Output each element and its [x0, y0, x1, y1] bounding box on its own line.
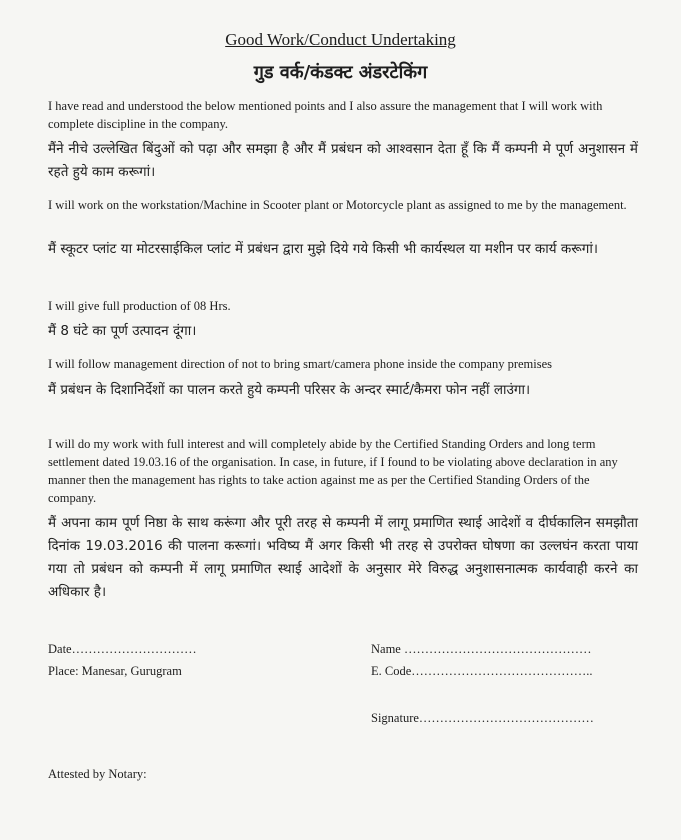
point-3-english: I will give full production of 08 Hrs. [48, 299, 231, 313]
employee-code-field: E. Code…………………………………….. [371, 664, 593, 678]
point-4-hindi: मैं प्रबंधन के दिशानिर्देशों का पालन करते हुये कम्पनी परिसर के अन्दर स्मार्ट/कैमरा फोन नहीं लाउंगा। [48, 382, 531, 398]
document-title: Good Work/Conduct Undertaking [225, 30, 456, 49]
point-4-english: I will follow management direction of not to bring smart/camera phone inside the company premises [48, 357, 553, 371]
notary-attestation: Attested by Notary: [48, 767, 147, 781]
point-1-english: I have read and understood the below mentioned points and I also assure the management that I will work with complete discipline in the company. [48, 99, 603, 131]
document-title-hindi: गुड वर्क/कंडक्ट अंडरटेकिंग [253, 62, 428, 83]
point-1-hindi: मैंने नीचे उल्लेखित बिंदुओं को पढ़ा और समझा है और मैं प्रबंधन को आश्वसान देता हूँ कि मैं कम्पनी मे पूर्ण अनुशासन में रहते हुये काम करूगां। [48, 141, 638, 180]
name-field: Name ……………………………………… [371, 642, 592, 656]
place-field: Place: Manesar, Gurugram [48, 664, 182, 678]
point-5-english: I will do my work with full interest and will completely abide by the Certified Standing Orders and long term settlement dated 19.03.16 of the organisation. In case, in future, if I found to be violating above declaration in any manner then the management has rights to take action against me as per the Certified Standing Orders of the company. [48, 437, 618, 505]
signature-field: Signature…………………………………… [371, 711, 594, 725]
point-2-english: I will work on the workstation/Machine in Scooter plant or Motorcycle plant as assigned to me by the management. [48, 198, 627, 212]
point-2-hindi: मैं स्कूटर प्लांट या मोटरसाईकिल प्लांट में प्रबंधन द्वारा मुझे दिये गये किसी भी कार्यस्थल या मशीन पर कार्य करूगां। [48, 241, 598, 257]
point-5-hindi: मैं अपना काम पूर्ण निष्ठा के साथ करूंगा और पूरी तरह से कम्पनी में लागू प्रमाणित स्थाई आदेशों व दीर्घकालिन समझौता दिनांक 19.03.2016 की पालना करूगां। भविष्य मैं अगर किसी भी तरह से उपरोक्त घोषणा का उल्लघंन करता पाया गया तो प्रबंधन को कम्पनी में लागू प्रमाणित स्थाई आदेशों के अनुसार मेरे विरुद्ध अनुशासनात्मक कार्यवाही करने का अधिकार है। [48, 515, 638, 600]
date-field: Date………………………… [48, 642, 197, 656]
point-3-hindi: मैं 8 घंटे का पूर्ण उत्पादन दूंगा। [48, 323, 197, 339]
